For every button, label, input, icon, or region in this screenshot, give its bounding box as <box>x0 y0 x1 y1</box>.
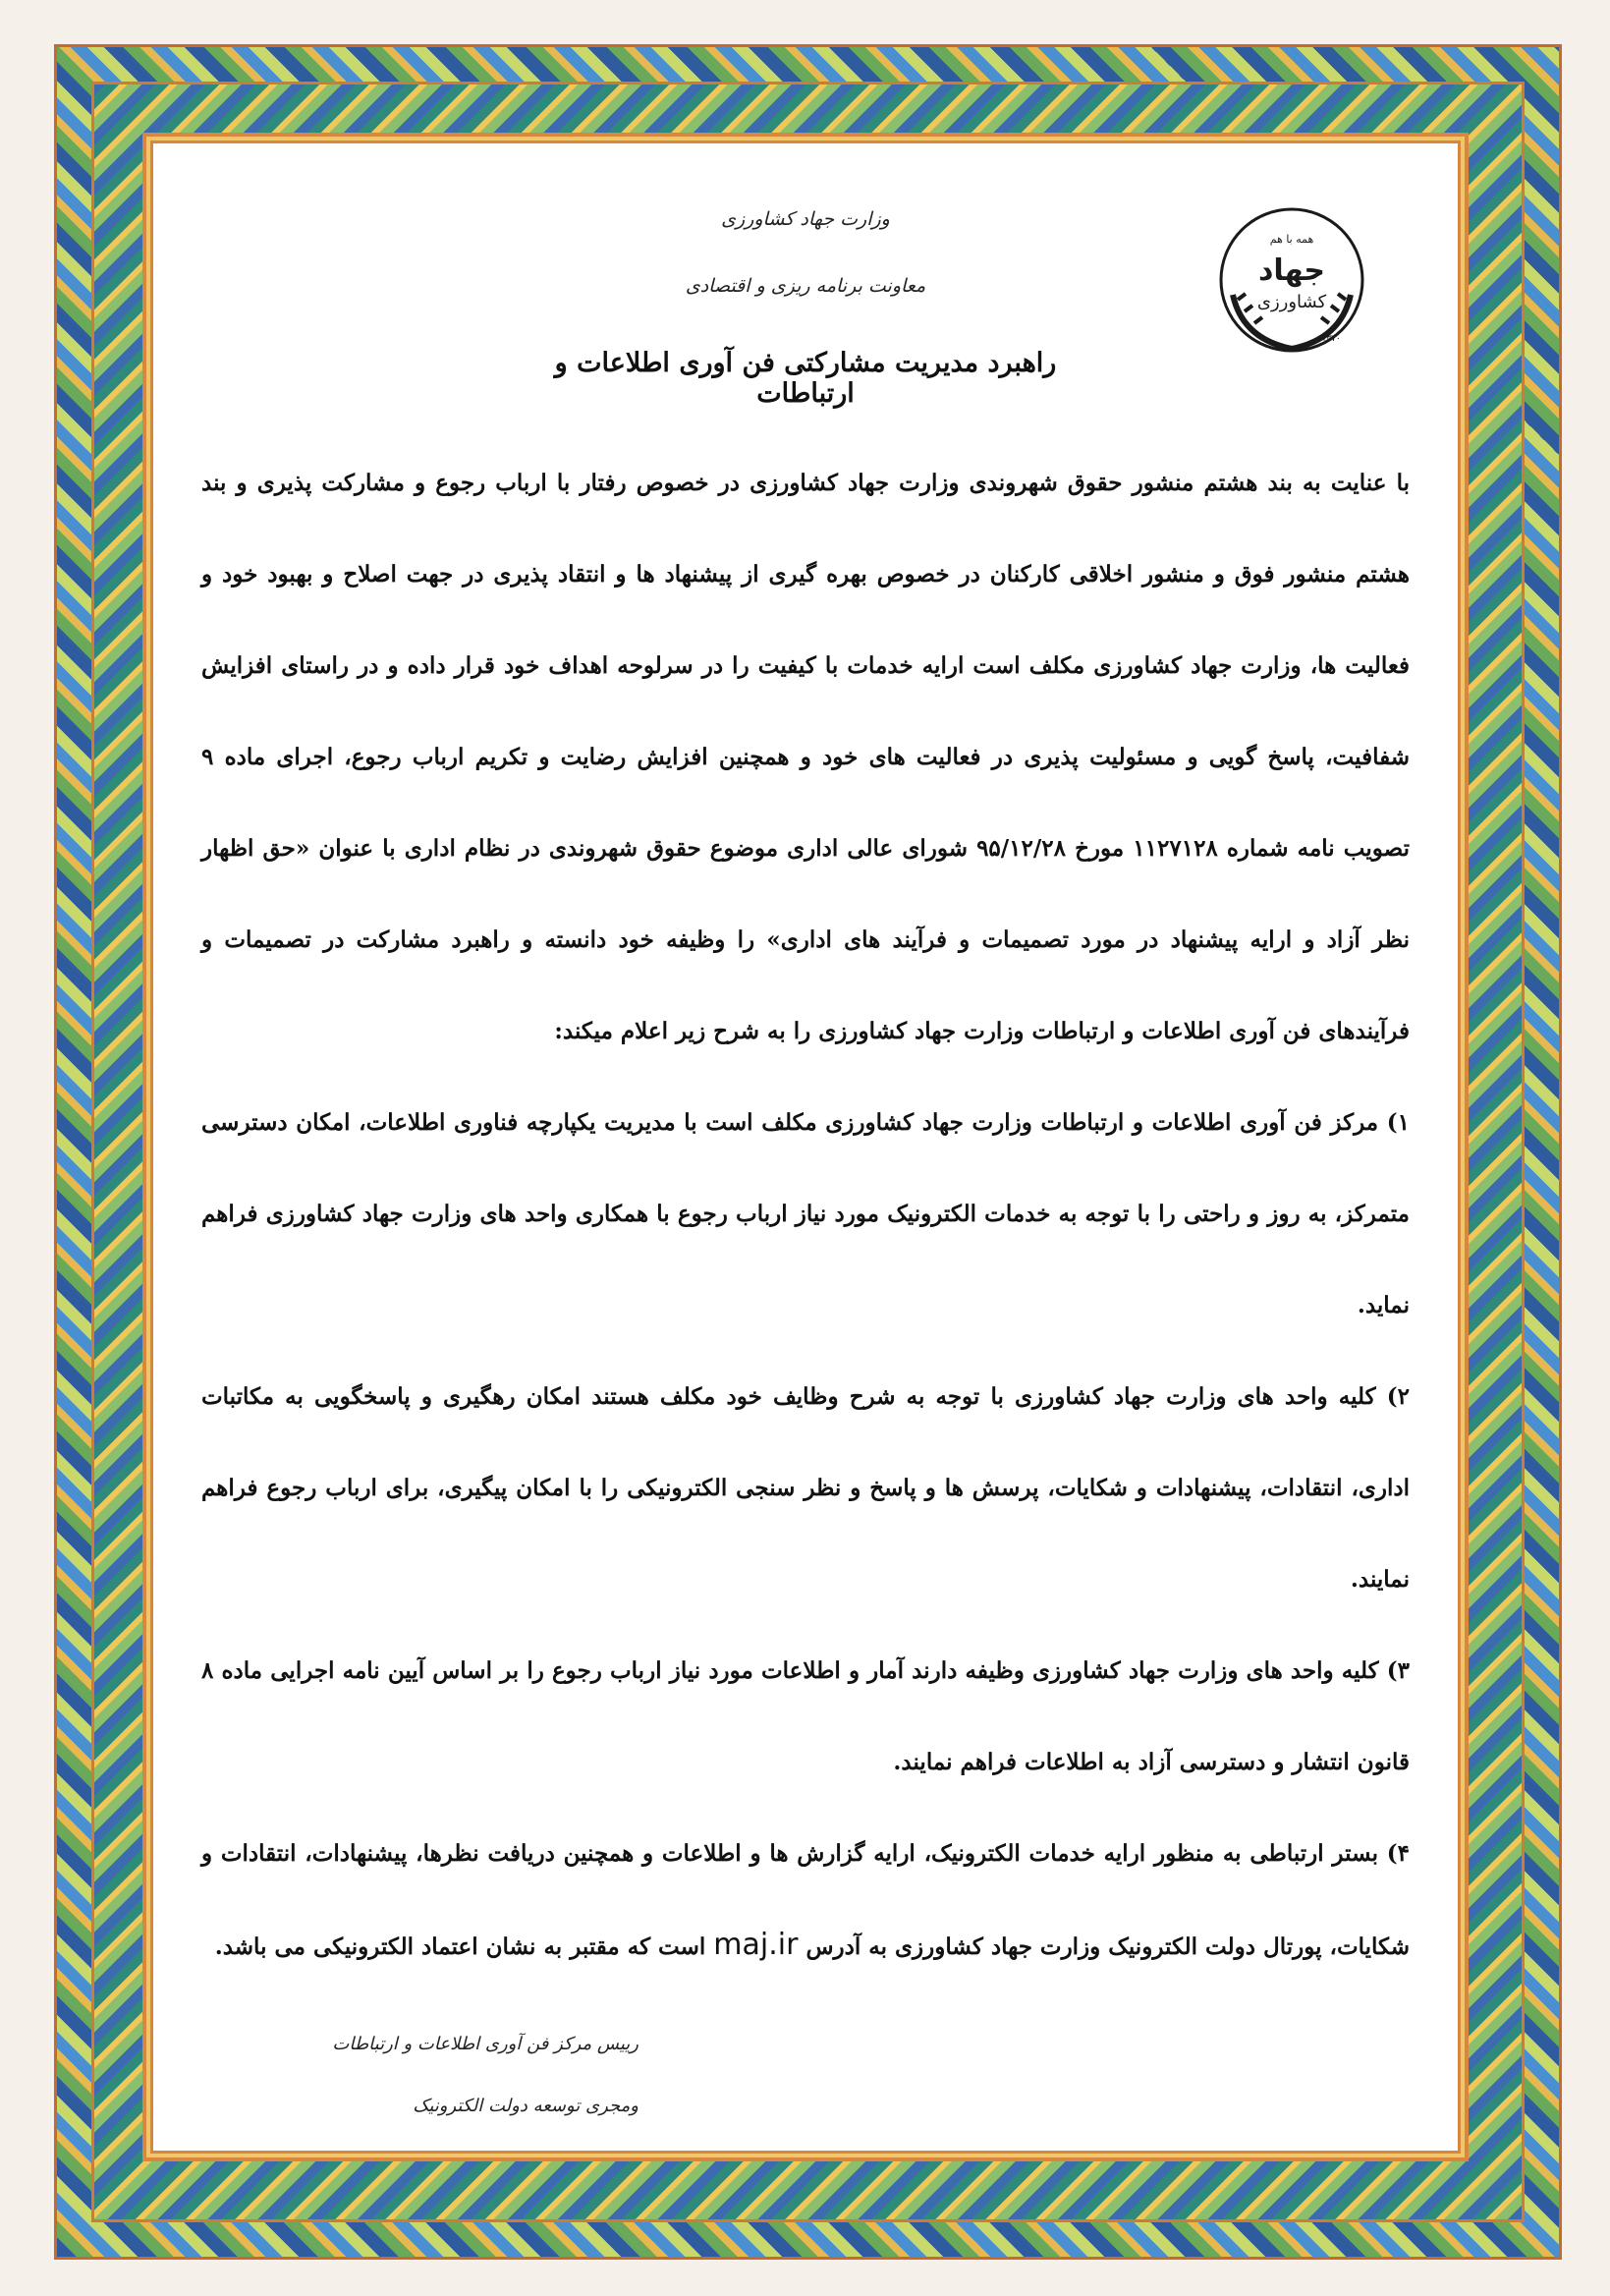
item-4-text-a: ۴) بستر ارتباطی به منظور ارایه خدمات الکترونیک، ارایه گزارش ها و اطلاعات و همچنین دریافت نظرها، پیشنهادات، انتقادات و شکایات، پورتال دولت الکترونیک وزارت جهاد کشاورزی به آدرس <box>201 1840 1410 1960</box>
ministry-logo <box>1213 201 1370 359</box>
signature-line-1: رییس مرکز فن آوری اطلاعات و ارتباطات <box>332 2034 638 2054</box>
signature-block <box>314 2034 638 2157</box>
ministry-logo-icon <box>1213 201 1370 359</box>
deputy-name: معاونت برنامه ریزی و اقتصادی <box>685 275 926 297</box>
signature-line-2: ومجری توسعه دولت الکترونیک <box>413 2096 638 2116</box>
logo-word-2: کشاورزی <box>1256 292 1327 312</box>
portal-url: maj.ir <box>713 1928 799 1962</box>
logo-year: ۱۳۷۰ <box>1321 334 1341 344</box>
logo-word-1: جهاد <box>1257 253 1326 288</box>
item-3: ۳) کلیه واحد های وزارت جهاد کشاورزی وظیفه دارند آمار و اطلاعات مورد نیاز ارباب رجوع را بر اساس آیین نامه اجرایی ماده ۸ قانون انتشار و دسترسی آزاد به اطلاعات فراهم نمایند. <box>201 1657 1410 1775</box>
ministry-name: وزارت جهاد کشاورزی <box>721 208 890 230</box>
logo-motto: همه با هم <box>1269 233 1314 246</box>
item-1: ۱) مرکز فن آوری اطلاعات و ارتباطات وزارت جهاد کشاورزی مکلف است با مدیریت یکپارچه فناوری اطلاعات، امکان دسترسی متمرکز، به روز و راحتی را با توجه به خدمات الکترونیک مورد نیاز ارباب رجوع با همکاری واحد های وزارت جهاد کشاورزی فراهم نماید. <box>201 1109 1410 1318</box>
item-4 <box>201 1808 1410 1992</box>
letter-body <box>201 437 1410 1992</box>
item-4-text-b: است که مقتبر به نشان اعتماد الکترونیکی می باشد. <box>214 1933 706 1960</box>
item-2: ۲) کلیه واحد های وزارت جهاد کشاورزی با توجه به شرح وظایف خود مکلف هستند امکان رهگیری و پاسخگویی به مکاتبات اداری، انتقادات، پیشنهادات و شکایات، پرسش ها و پاسخ و نظر سنجی الکترونیکی را با امکان پیگیری، برای ارباب رجوع فراهم نمایند. <box>201 1383 1410 1593</box>
document-title: راهبرد مدیریت مشارکتی فن آوری اطلاعات و ارتباطات <box>554 348 1057 409</box>
intro-paragraph: با عنایت به بند هشتم منشور حقوق شهروندی وزارت جهاد کشاورزی در خصوص رفتار با ارباب رجوع و مشارکت پذیری و بند هشتم منشور فوق و منشور اخلاقی کارکنان در خصوص بهره گیری از پیشنهاد ها و انتقاد پذیری در جهت اصلاح و بهبود خود و فعالیت ها، وزارت جهاد کشاورزی مکلف است ارایه خدمات با کیفیت را در سرلوحه اهداف خود قرار داده و در راستای افزایش شفافیت، پاسخ گویی و مسئولیت پذیری در فعالیت های خود و همچنین افزایش رضایت و تکریم ارباب رجوع، اجرای ماده ۹ تصویب نامه شماره ۱۱۲۷۱۲۸ مورخ ۹۵/۱۲/۲۸ شورای عالی اداری موضوع حقوق شهروندی در نظام اداری با عنوان «حق اظهار نظر آزاد و ارایه پیشنهاد در مورد تصمیمات و فرآیند های اداری» را وظیفه خود دانسته و راهبرد مشارکت در تصمیمات و فرآیندهای فن آوری اطلاعات و ارتباطات وزارت جهاد کشاورزی را به شرح زیر اعلام میکند: <box>201 470 1410 1044</box>
